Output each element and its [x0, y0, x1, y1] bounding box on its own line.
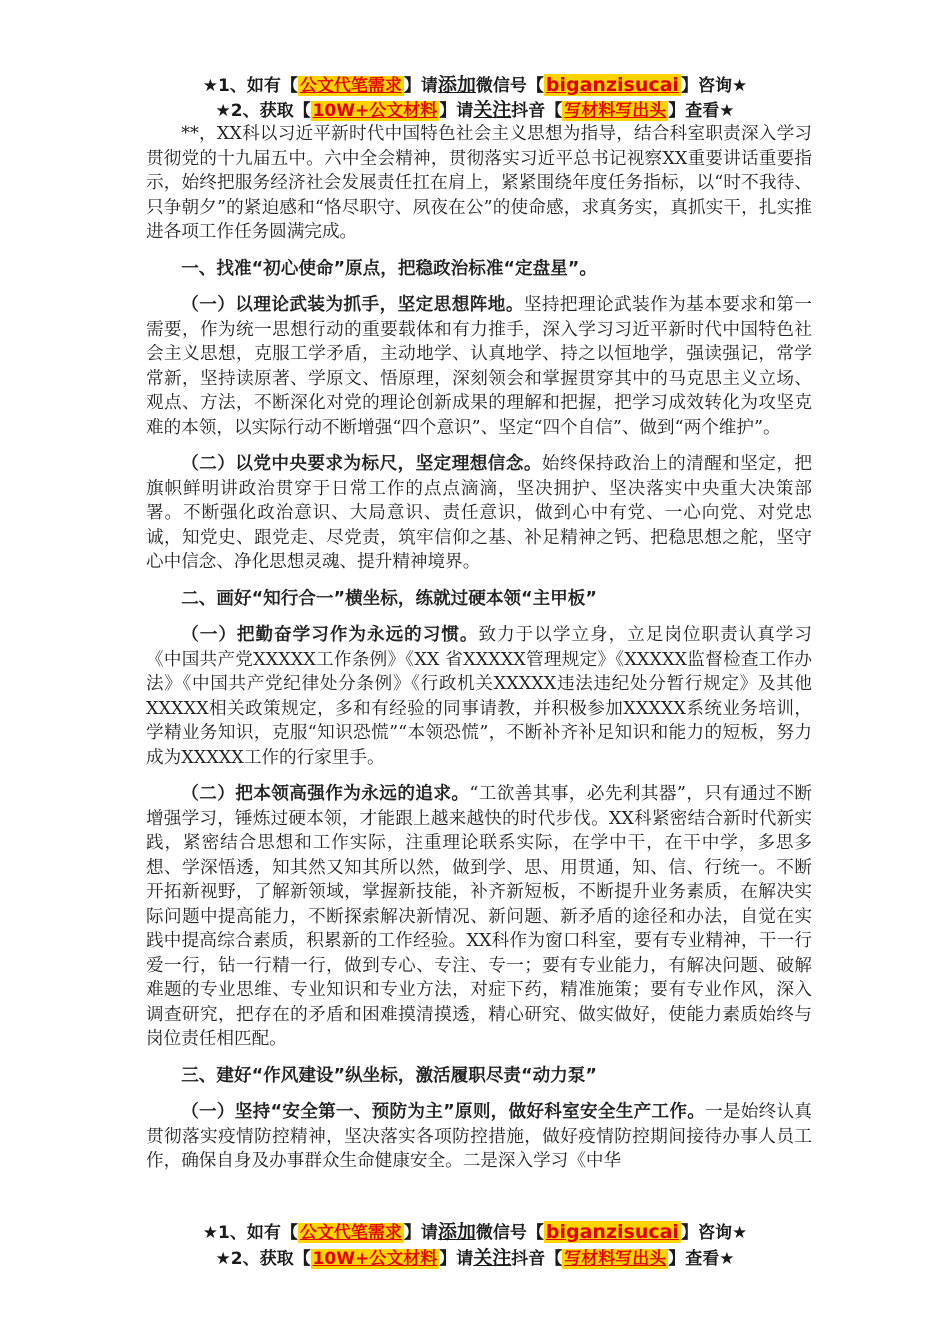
- promo-highlight: 10W+公文材料: [312, 101, 438, 121]
- document-body: [146, 122, 812, 1174]
- section-1-heading: 一、找准“初心使命”原点，把稳政治标准“定盘星”。: [181, 258, 597, 279]
- paragraph-text: 始终保持政治上的清醒和坚定，把旗帜鲜明讲政治贯穿于日常工作的点点滴滴，坚决拥护、坚决落实中央重大决策部署。不断强化政治意识、大局意识、责任意识，做到心中有党、一心向党、对党忠诚，知党史、跟党走、尽党责，筑牢信仰之基、补足精神之钙、把稳思想之舵，坚守心中信念、净化思想灵魂、提升精神境界。: [146, 454, 812, 572]
- promo-highlight: 公文代笔需求: [299, 76, 402, 96]
- paragraph: [146, 293, 812, 440]
- intro-paragraph: **，XX科以习近平新时代中国特色社会主义思想为指导，结合科室职责深入学习贯彻党的十九届五中。六中全会精神，贯彻落实习近平总书记视察XX重要讲话重要指示，始终把服务经济社会发展责任扛在肩上，紧紧围绕年度任务指标，以“时不我待、只争朝夕”的紧迫感和“恪尽职守、夙夜在公”的使命感，求真务实，真抓实干，扎实推进各项工作任务圆满完成。: [146, 124, 812, 242]
- promo-highlight: 公文代笔需求: [299, 1223, 402, 1243]
- section-2-heading: 二、画好“知行合一”横坐标，练就过硬本领“主甲板”: [181, 588, 597, 609]
- promo-banner-top-2: ★2、获取【 10W+公文材料 】请关注抖音【 写材料写出头 】查看★: [215, 99, 735, 121]
- paragraph-text: 坚持把理论武装作为基本要求和第一需要，作为统一思想行动的重要载体和有力推手，深入学习习近平新时代中国特色社会主义思想，克服工学矛盾，主动地学、认真地学、持之以恒地学，强读强记，常学常新，坚持读原著、学原文、悟原理，深刻领会和掌握贯穿其中的马克思主义立场、观点、方法，不断深化对党的理论创新成果的理解和把握，把学习成效转化为攻坚克难的本领，以实际行动不断增强“四个意识”、坚定“四个自信”、做到“两个维护”。: [146, 295, 812, 438]
- promo-banner-bottom-1: ★1、如有【 公文代笔需求 】请添加微信号【 biganzisucai 】咨询★: [202, 1221, 748, 1243]
- section-3-heading: 三、建好“作风建设”纵坐标，激活履职尽责“动力泵”: [181, 1065, 597, 1086]
- douyin-account: 写材料写出头: [564, 101, 667, 121]
- paragraph-text: “工欲善其事，必先利其器”，只有通过不断增强学习，锤炼过硬本领，才能跟上越来越快的时代步伐。XX科紧密结合新时代新实践，紧密结合思想和工作实际，注重理论联系实际，在学中干，在干中学，多思多想、学深悟透，知其然又知其所以然，做到学、思、用贯通，知、信、行统一。不断开拓新视野，了解新领域，掌握新技能，补齐新短板，不断提升业务素质，在解决实际问题中提高能力，不断探索解决新情况、新问题、新矛盾的途径和办法，自觉在实践中提高综合素质，积累新的工作经验。XX科作为窗口科室，要有专业精神，干一行爱一行，钻一行精一行，做到专心、专注、专一；要有专业能力，有解决问题、破解难题的专业思维、专业知识和专业方法，对症下药，精准施策；要有专业作风，深入调查研究，把存在的矛盾和困难摸清摸透，精心研究、做实做好，使能力素质始终与岗位责任相匹配。: [146, 784, 812, 1049]
- paragraph-text: 一是始终认真贯彻落实疫情防控精神，坚决落实各项防控措施，做好疫情防控期间接待办事人员工作，确保自身及办事群众生命健康安全。二是深入学习《中华: [146, 1102, 812, 1171]
- promo-banner-top-1: ★1、如有【 公文代笔需求 】请添加微信号【 biganzisucai 】咨询★: [202, 74, 748, 96]
- paragraph-lead: （一）把勤奋学习作为永远的习惯。: [181, 625, 479, 645]
- paragraph-lead: （二）以党中央要求为标尺，坚定理想信念。: [181, 454, 542, 474]
- paragraph: [146, 782, 812, 1052]
- douyin-account: 写材料写出头: [564, 1249, 667, 1269]
- paragraph-lead: （一）坚持“安全第一、预防为主”原则，做好科室安全生产工作。: [181, 1102, 706, 1122]
- promo-banner-bottom-2: ★2、获取【 10W+公文材料 】请关注抖音【 写材料写出头 】查看★: [215, 1247, 735, 1269]
- paragraph: [146, 452, 812, 575]
- paragraph-lead: （一）以理论武装为抓手，坚定思想阵地。: [181, 295, 524, 315]
- wechat-id: biganzisucai: [545, 74, 679, 96]
- promo-highlight: 10W+公文材料: [312, 1249, 438, 1269]
- paragraph: [146, 623, 812, 770]
- wechat-id: biganzisucai: [545, 1221, 679, 1243]
- paragraph-lead: （二）把本领高强作为永远的追求。: [181, 784, 470, 804]
- paragraph-text: 致力于以学立身，立足岗位职责认真学习《中国共产党XXXXX工作条例》《XX 省XXXXX管理规定》《XXXXX监督检查工作办法》《中国共产党纪律处分条例》《行政机关XXXXX违法违纪处分暂行规定》及其他XXXXX相关政策规定，多和有经验的同事请教，并积极参加XXXXX系统业务培训，学精业务知识，克服“知识恐慌”“本领恐慌”，不断补齐补足知识和能力的短板，努力成为XXXXX工作的行家里手。: [146, 625, 812, 768]
- paragraph: [146, 1100, 812, 1174]
